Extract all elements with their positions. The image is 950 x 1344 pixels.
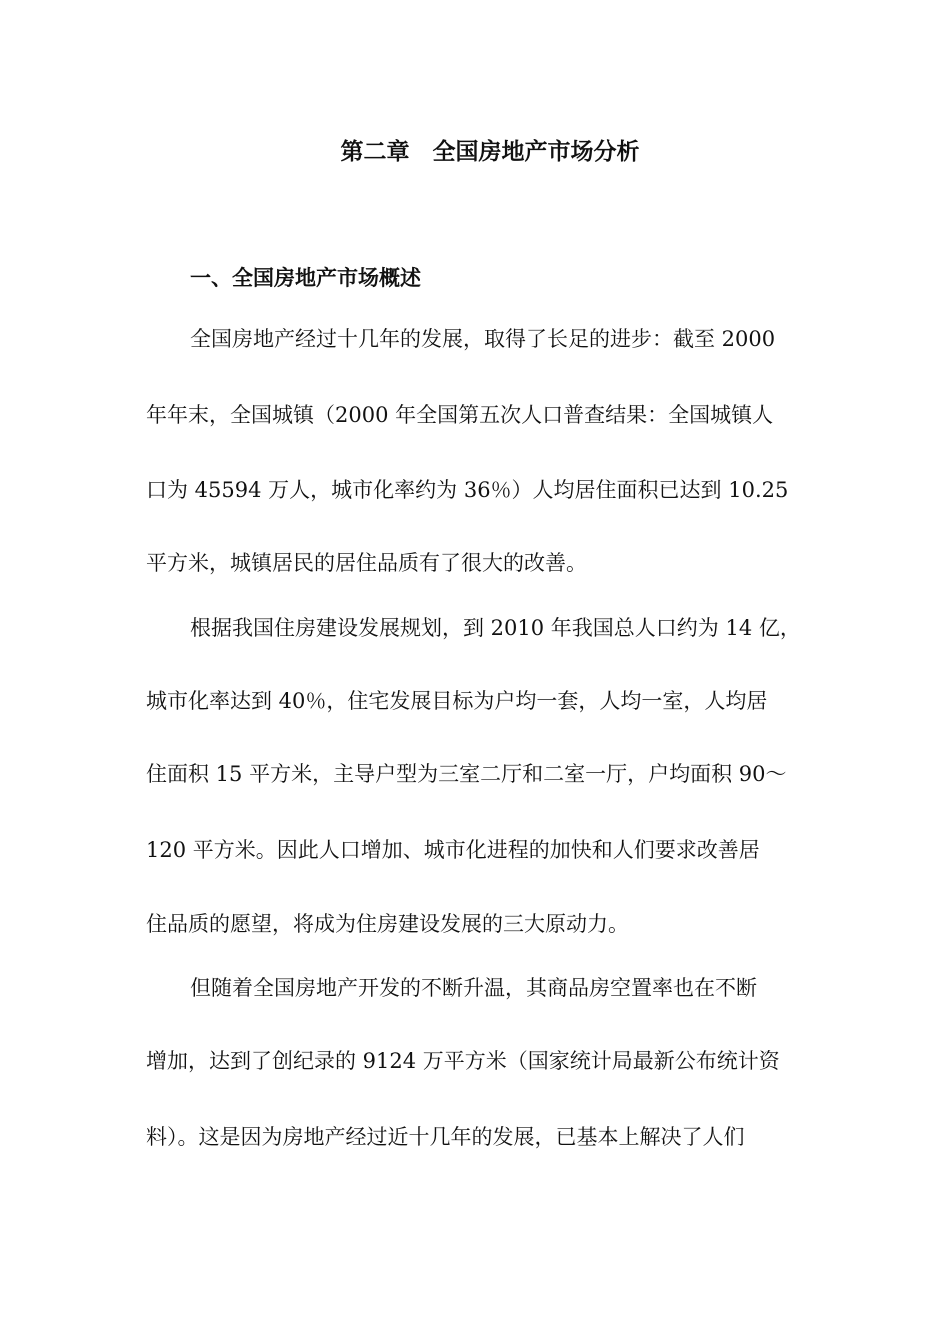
paragraph-2-line-2: 城市化率达到 40％，住宅发展目标为户均一套，人均一室，人均居 bbox=[146, 689, 768, 713]
paragraph-3-line-3: 料）。这是因为房地产经过近十几年的发展，已基本上解决了人们 bbox=[146, 1125, 745, 1149]
paragraph-2-line-1: 根据我国住房建设发展规划，到 2010 年我国总人口约为 14 亿， bbox=[190, 616, 801, 640]
paragraph-1-line-4: 平方米，城镇居民的居住品质有了很大的改善。 bbox=[146, 551, 587, 575]
paragraph-1-line-1: 全国房地产经过十几年的发展，取得了长足的进步：截至 2000 bbox=[190, 327, 776, 351]
paragraph-3-line-2: 增加，达到了创纪录的 9124 万平方米（国家统计局最新公布统计资 bbox=[146, 1049, 780, 1073]
paragraph-3-line-1: 但随着全国房地产开发的不断升温，其商品房空置率也在不断 bbox=[190, 976, 757, 1000]
paragraph-2-line-5: 住品质的愿望，将成为住房建设发展的三大原动力。 bbox=[146, 912, 629, 936]
paragraph-2-line-4: 120 平方米。因此人口增加、城市化进程的加快和人们要求改善居 bbox=[146, 838, 760, 862]
paragraph-1-line-3: 口为 45594 万人，城市化率约为 36％）人均居住面积已达到 10.25 bbox=[146, 478, 789, 502]
paragraph-1-line-2: 年年末，全国城镇（2000 年全国第五次人口普查结果：全国城镇人 bbox=[146, 403, 774, 427]
section-heading: 一、全国房地产市场概述 bbox=[190, 266, 421, 290]
paragraph-2-line-3: 住面积 15 平方米，主导户型为三室二厅和二室一厅，户均面积 90～ bbox=[146, 762, 787, 786]
chapter-title: 第二章 全国房地产市场分析 bbox=[340, 139, 640, 165]
